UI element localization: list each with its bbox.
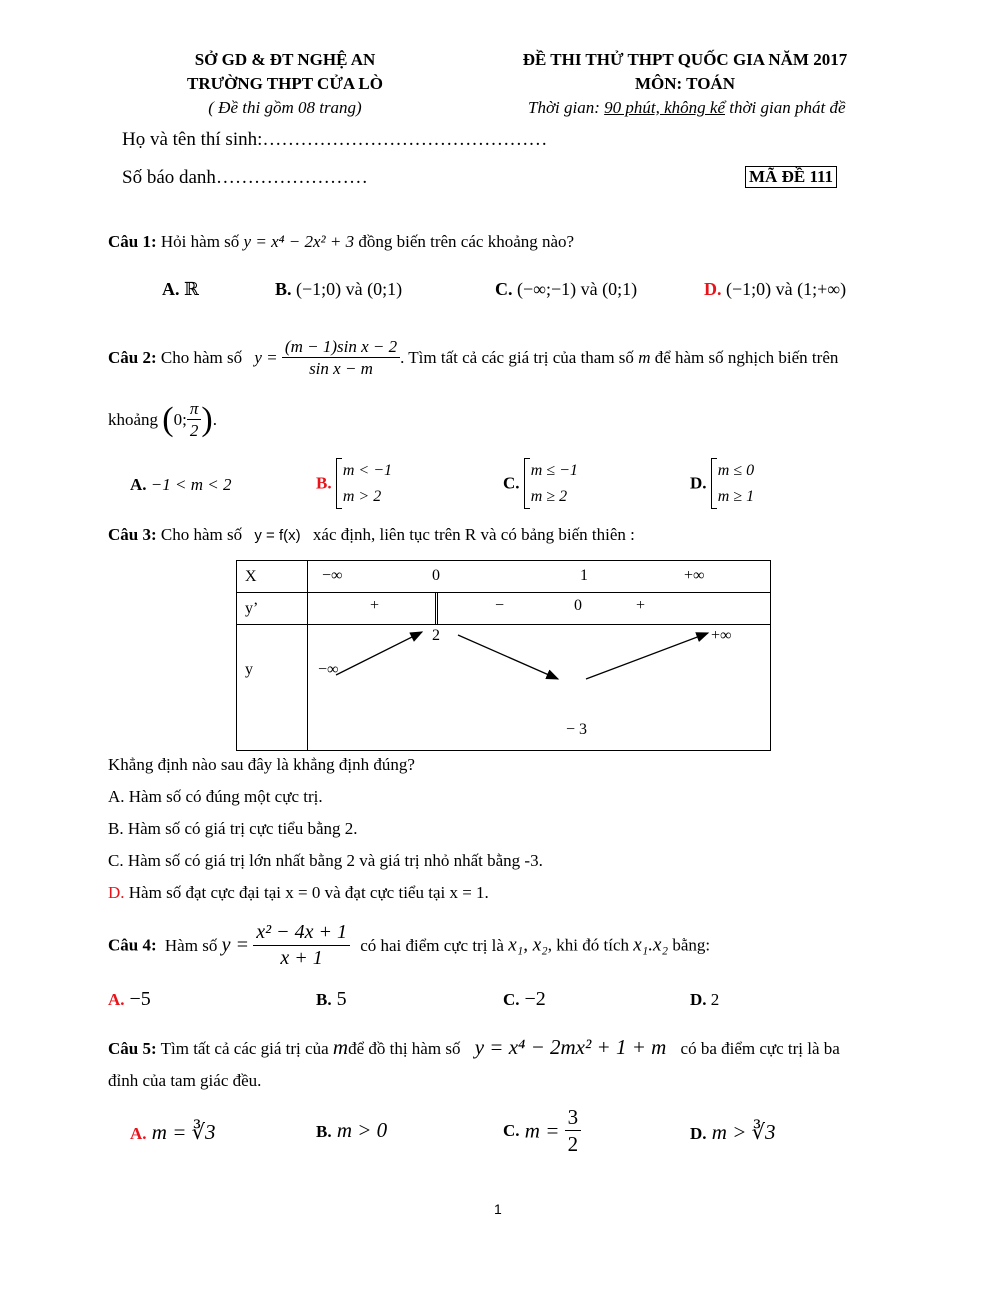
- vt-x-pos-inf: +∞: [684, 567, 705, 584]
- header-time-underlined: 90 phút, không kể: [604, 98, 725, 117]
- vt-x-neg-inf: −∞: [322, 567, 343, 584]
- q3-label: Câu 3:: [108, 525, 157, 544]
- q5-option-c[interactable]: [503, 1104, 581, 1158]
- vt-arrow-down: [458, 635, 558, 679]
- q2-fraction: [282, 336, 400, 380]
- q3-option-d-text: Hàm số đạt cực đại tại x = 0 và đạt cực tiểu tại x = 1.: [124, 883, 489, 902]
- q4-roots: x₁, x₂: [508, 934, 548, 956]
- q2-option-d[interactable]: [690, 458, 754, 509]
- q5-option-a[interactable]: [130, 1120, 216, 1145]
- q4-numerator: x² − 4x + 1: [253, 920, 350, 946]
- header-subject: MÔN: TOÁN: [635, 74, 735, 93]
- header-time: [528, 98, 846, 118]
- q2-option-c-bottom: m ≥ 2: [530, 487, 568, 505]
- q5-option-c-num: 3: [565, 1104, 582, 1131]
- q5-option-c-prefix: m =: [524, 1118, 560, 1143]
- page-number: 1: [494, 1201, 502, 1217]
- q5-expr: y = x⁴ − 2mx² + 1 + m: [474, 1035, 667, 1059]
- q1-expr: y = x⁴ − 2x² + 3: [243, 232, 355, 251]
- q4-product: x₁.x₂: [633, 934, 669, 956]
- vt-dy-plus-1: +: [370, 597, 380, 614]
- q5-option-b[interactable]: [316, 1118, 387, 1143]
- vt-y-min: − 3: [566, 721, 588, 738]
- q1-option-b-key: B.: [275, 279, 292, 299]
- q2-option-c[interactable]: [503, 458, 578, 509]
- q2-y-eq: y =: [254, 347, 278, 367]
- q4-option-a[interactable]: [108, 988, 151, 1011]
- q1-option-d[interactable]: [704, 279, 846, 300]
- q3-option-d[interactable]: [108, 883, 489, 903]
- q2-text3: để hàm số nghịch biến trên: [654, 347, 839, 367]
- q2-interval-num: π: [187, 398, 202, 420]
- q5-option-a-val: m = ∛3: [151, 1120, 216, 1144]
- q4-option-c[interactable]: [503, 988, 546, 1011]
- vt-dy-plus-2: +: [636, 597, 646, 614]
- q2-interval-prefix: khoảng: [108, 409, 159, 429]
- q3-text: Cho hàm số: [160, 525, 243, 544]
- q5-label: Câu 5:: [108, 1039, 157, 1058]
- exam-code-box: MÃ ĐỀ 111: [745, 166, 837, 188]
- q2-numerator: (m − 1)sin x − 2: [282, 336, 400, 358]
- header-school: TRƯỜNG THPT CỬA LÒ: [187, 74, 383, 93]
- vt-y-row: [308, 625, 771, 751]
- q5-stem: [108, 1035, 840, 1060]
- q4-text: Hàm số: [164, 935, 218, 955]
- q4-stem: [108, 920, 710, 971]
- q1-option-a-val: ℝ: [184, 279, 199, 299]
- q4-option-d[interactable]: [690, 990, 719, 1010]
- q1-option-b[interactable]: [275, 279, 402, 300]
- q1-option-c[interactable]: [495, 279, 637, 300]
- q2-option-b[interactable]: [316, 458, 392, 509]
- q4-y-eq: y =: [221, 934, 249, 956]
- header-pages: ( Đề thi gồm 08 trang): [208, 98, 362, 117]
- header-time-suffix: thời gian phát đề: [725, 98, 846, 117]
- q1-text: Hỏi hàm số: [160, 232, 240, 251]
- q2-option-d-top: m ≤ 0: [717, 462, 755, 479]
- q5-text3: có ba điểm cực trị là ba: [680, 1039, 840, 1058]
- vt-dy-zero: 0: [574, 597, 582, 614]
- q2-option-b-top: m < −1: [342, 462, 392, 479]
- q1-text2: đồng biến trên các khoảng nào?: [358, 232, 575, 251]
- vt-x-one: 1: [580, 567, 588, 584]
- q4-option-c-key: C.: [503, 990, 520, 1009]
- q2-param: m: [638, 347, 651, 367]
- vt-y-max: 2: [432, 627, 440, 644]
- student-id-line: Số báo danh……………………: [122, 167, 368, 188]
- q2-interval-den: 2: [189, 421, 199, 441]
- q1-label: Câu 1:: [108, 232, 157, 251]
- variation-table: [236, 560, 771, 751]
- q5-option-c-key: C.: [503, 1120, 520, 1140]
- q4-text4: bằng:: [672, 935, 711, 955]
- vt-arrow-up-2: [586, 633, 708, 679]
- q1-stem: [108, 232, 574, 252]
- q5-option-d-key: D.: [690, 1124, 707, 1143]
- q3-option-d-key: D.: [108, 883, 125, 902]
- q5-option-a-key: A.: [130, 1124, 147, 1143]
- vt-y-end: +∞: [711, 627, 732, 644]
- q2-text2: . Tìm tất cả các giá trị của tham số: [400, 347, 634, 367]
- q4-text3: , khi đó tích: [547, 935, 629, 955]
- q5-option-c-fraction: [565, 1104, 582, 1158]
- q2-interval: khoảng (0; $\frac{\pi}{2}$ ).: [108, 399, 217, 441]
- q4-option-d-key: D.: [690, 990, 707, 1009]
- vt-y-header: y: [237, 625, 308, 751]
- q5-option-b-val: m > 0: [336, 1118, 388, 1142]
- student-name-line: Họ và tên thí sinh:………………………………………: [122, 129, 548, 150]
- q5-option-d-val: m > ∛3: [711, 1120, 776, 1144]
- q4-denominator: x + 1: [280, 947, 323, 969]
- q3-question: Khẳng định nào sau đây là khẳng định đúng?: [108, 755, 415, 774]
- vt-dy-minus: −: [495, 597, 505, 614]
- q3-stem: [108, 525, 635, 545]
- q1-option-c-key: C.: [495, 279, 513, 299]
- q4-text2: có hai điểm cực trị là: [360, 935, 504, 955]
- q2-label: Câu 2:: [108, 347, 157, 367]
- q5-stem-line2: đỉnh của tam giác đều.: [108, 1071, 262, 1090]
- vt-x-header: X: [237, 561, 308, 593]
- q3-option-b[interactable]: B. Hàm số có giá trị cực tiểu bằng 2.: [108, 819, 358, 838]
- q4-option-a-key: A.: [108, 990, 125, 1009]
- q2-option-b-bracket: [336, 458, 392, 509]
- vt-dy-header: y’: [237, 593, 308, 625]
- q4-option-b-val: 5: [336, 988, 347, 1010]
- q4-option-d-val: 2: [710, 990, 720, 1009]
- q2-option-d-bottom: m ≥ 1: [717, 487, 755, 505]
- q3-option-a[interactable]: A. Hàm số có đúng một cực trị.: [108, 787, 323, 806]
- q5-param: m: [332, 1035, 349, 1059]
- q3-text2: xác định, liên tục trên R và có bảng biến thiên :: [312, 525, 635, 544]
- q2-option-a-key: A.: [130, 475, 147, 494]
- q5-text: Tìm tất cả các giá trị của: [160, 1039, 329, 1058]
- vt-x-row: [308, 561, 771, 593]
- vt-dy-row: [308, 593, 771, 625]
- q1-option-d-val: (−1;0) và (1;+∞): [726, 279, 847, 299]
- q4-label: Câu 4:: [108, 935, 157, 955]
- vt-arrows: [308, 625, 770, 751]
- q1-option-a[interactable]: [162, 279, 199, 300]
- q2-option-c-bracket: [524, 458, 578, 509]
- vt-dy-divider: [435, 593, 438, 625]
- vt-arrow-up-1: [336, 632, 422, 675]
- header-exam-title: ĐỀ THI THỬ THPT QUỐC GIA NĂM 2017: [522, 50, 848, 69]
- q4-option-c-val: −2: [524, 988, 546, 1010]
- q1-option-c-val: (−∞;−1) và (0;1): [517, 279, 638, 299]
- q2-option-a-val: −1 < m < 2: [150, 475, 232, 494]
- q4-option-b[interactable]: [316, 988, 347, 1011]
- q2-option-b-key: B.: [316, 473, 332, 493]
- q2-option-c-key: C.: [503, 473, 520, 493]
- q2-denominator: sin x − m: [309, 359, 373, 379]
- q5-text2: để đồ thị hàm số: [348, 1039, 461, 1058]
- q5-option-c-den: 2: [567, 1132, 579, 1157]
- q2-interval-left: 0;: [173, 409, 187, 429]
- q2-option-d-bracket: [711, 458, 754, 509]
- q4-option-a-val: −5: [129, 988, 151, 1010]
- q2-option-b-bottom: m > 2: [342, 487, 382, 505]
- q3-fx: y = f(x): [254, 527, 301, 544]
- q4-option-b-key: B.: [316, 990, 332, 1009]
- q1-option-a-key: A.: [162, 279, 180, 299]
- q1-option-b-val: (−1;0) và (0;1): [296, 279, 403, 299]
- q5-option-b-key: B.: [316, 1122, 332, 1141]
- q2-text: Cho hàm số: [160, 347, 243, 367]
- vt-y-start: −∞: [318, 661, 339, 678]
- q2-option-d-key: D.: [690, 473, 707, 493]
- header-time-prefix: Thời gian:: [528, 98, 605, 117]
- q2-option-c-top: m ≤ −1: [530, 462, 578, 479]
- q2-stem: [108, 336, 838, 380]
- vt-x-zero: 0: [432, 567, 440, 584]
- q2-interval-fraction: [187, 398, 202, 442]
- q1-option-d-key: D.: [704, 279, 722, 299]
- q3-option-c[interactable]: C. Hàm số có giá trị lớn nhất bằng 2 và giá trị nhỏ nhất bằng -3.: [108, 851, 543, 870]
- q5-option-d[interactable]: [690, 1120, 776, 1145]
- q2-option-a[interactable]: [130, 475, 231, 495]
- q4-fraction: [253, 920, 350, 971]
- header-dept: SỞ GD & ĐT NGHỆ AN: [194, 50, 376, 69]
